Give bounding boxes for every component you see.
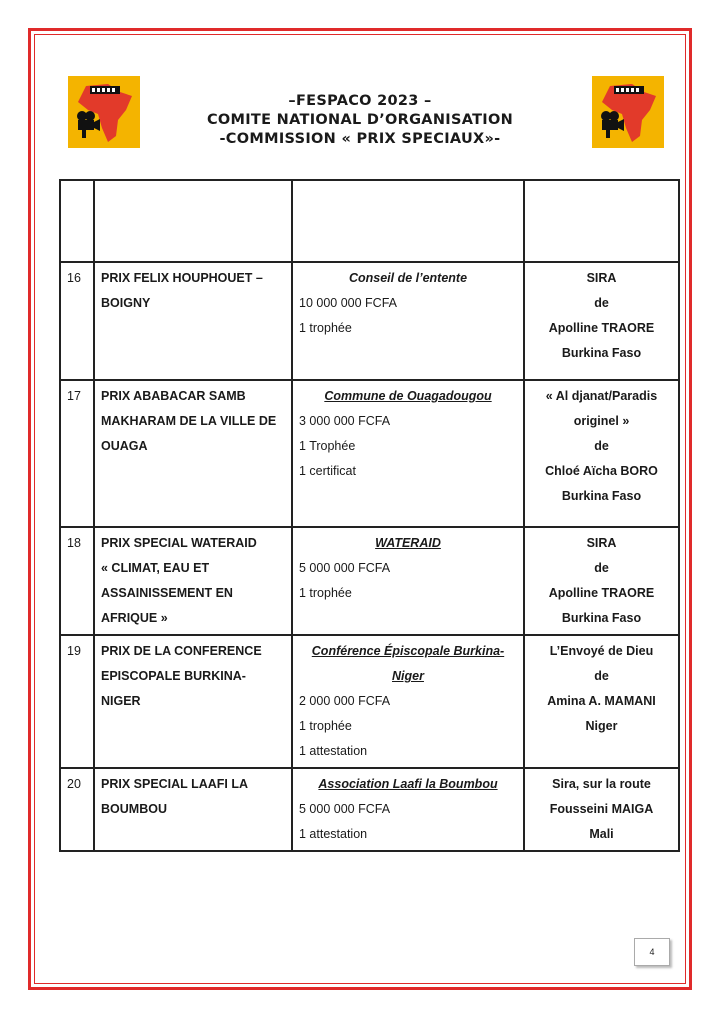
winner-line: Chloé Aïcha BORO [545, 464, 658, 478]
prize-detail: 5 000 000 FCFA [299, 561, 391, 575]
prize-name [94, 262, 292, 380]
prize-name [94, 527, 292, 635]
prize-detail: 5 000 000 FCFA [299, 802, 391, 816]
document-header [60, 72, 660, 162]
table-cell [94, 180, 292, 262]
fespaco-logo-right [592, 76, 664, 148]
winner-line: de [594, 669, 609, 683]
prize-name-line: ASSAINISSEMENT EN [101, 586, 233, 600]
prize-name-line: PRIX ABABACAR SAMB [101, 389, 246, 403]
prize-name-line: « CLIMAT, EAU ET [101, 561, 210, 575]
winner-cell [524, 527, 679, 635]
prize-number: 17 [60, 380, 94, 527]
sponsor-name: WATERAID [375, 536, 441, 550]
winner-line: SIRA [586, 271, 617, 285]
winner-line: Amina A. MAMANI [547, 694, 656, 708]
prize-name-line: BOIGNY [101, 296, 151, 310]
prize-detail: 1 Trophée [299, 439, 356, 453]
prize-sponsor-cell [292, 527, 524, 635]
table-row [60, 262, 679, 380]
prize-name-line: AFRIQUE » [101, 611, 168, 625]
sponsor-name: Commune de Ouagadougou [324, 389, 492, 403]
fespaco-logo-left [68, 76, 140, 148]
prize-number: 16 [60, 262, 94, 380]
prize-name-line: PRIX FELIX HOUPHOUET – [101, 271, 263, 285]
prize-name [94, 380, 292, 527]
winner-line: « Al djanat/Paradis [545, 389, 658, 403]
prize-sponsor-cell [292, 768, 524, 851]
prize-detail: 1 attestation [299, 827, 368, 841]
winner-line: Sira, sur la route [552, 777, 651, 791]
winner-line: Niger [585, 719, 618, 733]
sponsor-name: Conférence Épiscopale Burkina-Niger [311, 644, 505, 683]
sponsor-name: Association Laafi la Boumbou [318, 777, 498, 791]
prize-name-line: BOUMBOU [101, 802, 167, 816]
prize-name-line: PRIX SPECIAL LAAFI LA [101, 777, 249, 791]
header-title-festival: –FESPACO 2023 – [288, 93, 432, 109]
winner-line: de [594, 561, 609, 575]
prize-detail: 1 certificat [299, 464, 356, 478]
prize-detail: 3 000 000 FCFA [299, 414, 391, 428]
winner-cell [524, 262, 679, 380]
prize-sponsor-cell [292, 380, 524, 527]
winner-line: SIRA [586, 536, 617, 550]
prize-detail: 2 000 000 FCFA [299, 694, 391, 708]
winner-cell [524, 635, 679, 768]
prize-name-line: PRIX DE LA CONFERENCE [101, 644, 262, 658]
table-cell [60, 180, 94, 262]
prize-name [94, 768, 292, 851]
table-header-row-empty [60, 180, 679, 262]
prize-detail: 1 trophée [299, 321, 352, 335]
table-row [60, 527, 679, 635]
prizes-table [59, 179, 680, 852]
prize-number: 20 [60, 768, 94, 851]
winner-line: Burkina Faso [561, 489, 642, 503]
winner-line: Burkina Faso [561, 611, 642, 625]
prize-detail: 1 attestation [299, 744, 368, 758]
prize-name-line: MAKHARAM DE LA VILLE DE [101, 414, 277, 428]
winner-cell [524, 768, 679, 851]
winner-line: Apolline TRAORE [548, 321, 655, 335]
sponsor-name: Conseil de l’entente [348, 271, 468, 285]
header-title-committee: COMITE NATIONAL D’ORGANISATION [206, 112, 514, 128]
prize-sponsor-cell [292, 262, 524, 380]
winner-line: Apolline TRAORE [548, 586, 655, 600]
prize-detail: 1 trophée [299, 719, 352, 733]
winner-line: de [594, 296, 609, 310]
table-row [60, 635, 679, 768]
winner-line: Mali [589, 827, 614, 841]
winner-line: Burkina Faso [561, 346, 642, 360]
prize-name-line: PRIX SPECIAL WATERAID [101, 536, 257, 550]
prize-name-line: EPISCOPALE BURKINA-NIGER [101, 669, 246, 708]
header-titles [160, 92, 560, 149]
prize-number: 19 [60, 635, 94, 768]
prize-detail: 1 trophée [299, 586, 352, 600]
prize-name [94, 635, 292, 768]
prize-sponsor-cell [292, 635, 524, 768]
page-number: 4 [634, 938, 670, 966]
header-title-commission: -COMMISSION « PRIX SPECIAUX»- [219, 131, 501, 147]
winner-line: L’Envoyé de Dieu [549, 644, 654, 658]
winner-line: Fousseini MAIGA [549, 802, 654, 816]
winner-line: originel » [573, 414, 630, 428]
table-cell [292, 180, 524, 262]
prize-number: 18 [60, 527, 94, 635]
winner-cell [524, 380, 679, 527]
table-cell [524, 180, 679, 262]
prize-name-line: OUAGA [101, 439, 148, 453]
table-row [60, 768, 679, 851]
winner-line: de [594, 439, 609, 453]
table-row [60, 380, 679, 527]
prize-detail: 10 000 000 FCFA [299, 296, 397, 310]
